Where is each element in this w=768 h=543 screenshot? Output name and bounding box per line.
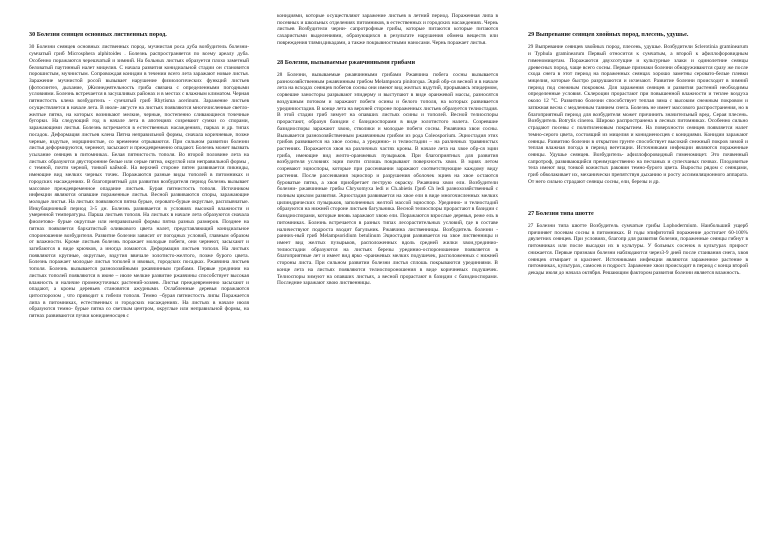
section-title-27: 27 Болезни типа шютте bbox=[528, 209, 594, 217]
column-right bbox=[528, 0, 748, 281]
section-title-28: 28 Болезни, вызываемые ржавчинными грибами bbox=[277, 58, 416, 66]
section-text-28: 28 Болезни, вызываемые ржавчинными грибами Ржавчина побега сосны вызывается разнохозяйственным ржавчинным грибом Melampsora pinitorqua. Эций обр-ся весной и в начале лета на всходах сеянцев побегов сосны они имеют вид желтых вздутий, прорываясь эпидермом, сорвешие заносторы разрывают эпидерму и выступают в виде оранжевой массы, разносятся воздушным потоком и заражают побеги осины и белого тополя, на которых развивается урединиостадия. В конце лета на верхней стороне пораженных листьев образуется телиостадия. В этой стадии гриб зимует на опавших листьях осины и тополей. Весной телиоспоры прорастают, образуя базидии с базидиоспорами в виде золотистого налета. Созревшие базидиоспоры заражают хвою, стволики и молодые побеги сосны. Ржавчина хвои сосны. Вызывается разнохозяйственным ржавчинным грибом из рода Coleosporium. Эциостадия этих грибов развивается на хвое сосны, а урединио- и телиостадии – на различных травянистых растениях. Поражается хвоя на различных частях кроны. В начале лета на хвое обр-ся эции гриба, имеющие вид желто-оранжевых пузырьков. При благоприятных для развития возбудителя условиях эции почти сплошь покрывают поверхность хвои. В эциях летом созревают эциоспоры, которые при рассеивании заражают соответствующие каждому виду растения. После рассеивания эциоспор и разрушения оболочек эциев на хвое остаются буроватые пятна, а хвоя приобретает пеструю окраску. Ржавчина хвои ели. Возбудители болезни- ржавчинные грибы Chrysomyxa ledi и Ch.abietis Гриб Ch ledi разнохозяйственный с полным циклом развития. Эциостадия развивается на хвое ели в виде многочисленных мелких цилиндрических пузырьков, заполненных желтой массой эциоспор. Урединио- и телиостадий образуются на нижней стороне листьев багульника. Весной телиоспоры прорастают в базидии с базидиоспорами, которые вновь заражают хвою ели. Поражаются взрослые деревья, реже ель в питомниках. Болезнь встречается в разных типах лесорастительных условий, где в составе наличествуют подроста входит багульник. Ржавчина лиственницы. Возбудитель болезни - ранних-ный гриб Melampsoridium betulinum Эциостадия развивается на хвое лиственницы и имеет вид желтых пузырьков, расположенных вдоль средней жилки хвои,урединио- телиостадии образуются на листьях березы урединио-оспороношение появляется в благоприятные лет и имеет вид ярко -оранжевых мелких подушечек, расположенных с нижней стороны листа. При сильном развитии болезни листья сплошь покрываются урединиями. В конце лета на листьях появляются телиоспороношения в виде коричневых подушечек. Телиоспоры зимуют на опавших листьях, а весной прорастают в базидии с базидиоспорами. Последние заражают хвою лиственницы. bbox=[277, 72, 498, 287]
column-middle bbox=[277, 0, 498, 291]
section-text-27: 27 Болезни типа шютте Возбудитель сумчатые грибы Lophodermium. Наибольший ущерб причиняет посевам сосны в питомниках. В годы эпифитотий поражение достигает 60-100% двулетних сеянцев. При условиях, благопр для развития болезни, пораженные сеянцы гибнут в питомниках или после высадки их в культуры. У больных сосенок в культурах прирост снижается. Первые признаки болезни наблюдаются через3-9 дней после стаивания снега, хвоя сеянцев отмирает и краснеет. Источниками инфекции являются зараженное растение в питомниках, культурах, самосев и подрост. Заражение хвои происходит в период с конца второй декады июля до начала октября. Решающим фактором развития болезни является влажность. bbox=[528, 222, 748, 276]
section-title-29: 29 Выпревание сеянцев хвойных пород, плесень, удушье. bbox=[528, 31, 689, 38]
section-title-30: 30 Болезни сеянцев основных лиственных пород. bbox=[29, 31, 167, 38]
section-text-30: 30 Болезни сеянцев основных лиственных пород. мучнистая роса дуба возбудитель болезни- сумчатый гриб Microsphera alphitoides . Болезнь распространяется по всему ареалу дуба. Особенно поражаются черешчатый и зимний. На больных листьях образуется плохо заметный беловатый паутинный налет мицелия. С начала развития конидиальной стадии он становится порошистым, мучнистым. Сопровождая конидии в течении всего лета заражают новые листья. Заражение мучнистой росой вызывает нарушение физиологических функций листьев (фотосинтез, дыхание, )Жизнедеятельность гриба связана с определенными погодными условиями. Болезнь встречается в засушливых районах и в местах с влажным климатом. Черная пятнистость клена возбудитель - сумчатый гриб Rhytisma acerinum. Заражение листьев осуществляется в начале лета. В июле- августе на листьях появляются многочисленные светло-желтые пятна, на которых возникают мелкие, черные, постепенно сливающиеся точечные бугорки. На следующий год в начале лета в апотециях созревают сумки со спорами, заражающими листья. Болезнь встречается в естественных насаждениях, парках и др. типах посадок. Деформация листьев клена Пятна неправильной формы, сначала коричневые, позже черные, вздутые, морщинистые, со временем отрываются. При сильном развитии болезни листья деформируются, чернеют, засыхают и преждевременно опадают. Болезнь может вызвать усыхание сеянцев в питомниках. Белая пятнистость тополя. Во второй половине лета на листьях образуются двусторонние белые или серые пятна, округлой или неправильной формы , с темной, почти черной, тонкой каймой. На верхней стороне пятен развивается пикниды, имеющие вид мелких черных точек. Поражаются разные виды тополей в питомниках и городских насаждениях. В благоприятный для развития возбудителя период болезнь вызывает массовое преждевременное опадание листьев. Бурая пятнистость тополя. Источником инфекции являются опавшие пораженные листья. Весной развиваются споры, заражающие молодые листья. На листьях появляются пятна бурые, серовато-бурые округлые, расплывчатые. Инкубационный период 3-5 дн. Болезнь развивается в условиях высокой влажности и умеренной температуры. Парша листьев тополя. На листьях в начале лета образуются сначала фиолетово- бурые округлые или неправильной формы пятна разных размеров. Позднее на пятнах появляется бархатистый оливкового цвета налет, представляющий конидиальное спороношение возбудителя. Развитие болезни зависит от погодных условий, главным образом от влажности. Кроме листьев болезнь поражает молодые побеги, они чернеют, засыхают и загибаются в виде крючков, а иногда ломаются. Деформация листьев тополя. На листьях появляются крупные, округлые, вздутия ввичале золотисто-желтого, позже бурого цвета. Болезнь поражает молодые листья тополей и ивовых, городских посадках. Ржавчина листьев тополя. Болезнь вызывается разнохозяйными ржавчинным грибами. Первые урединии на листьях тополей появляются в июне – июле мелкие развитие ржавчины способствует высокая влажность и наличие промежуточных растений-хозяев. Листья преждевременно засыхают и опадают, а кроны деревьев становятся ажурными. Ослабленные деревья поражаются цитоспорозом , что приводит к гибели тополя. Темно –бурая пятнистость липы Поражается липа в питомниках, естественных и городских насаждениях. На листьях в начале июля образуются темно- бурые пятна со светлым центром, округлые или неправильной формы, на пятнах развиваются пучки конидиеносцев с bbox=[29, 44, 249, 320]
section-text-29: 29 Выпревание сеянцев хвойных пород, плесень, удушье. Возбудители Sclerotinia graminearum и Typhula graminearum Первый относится к сумчатым, а второй к афиллофоровидным гименомицетам. Поражаются двухсотущие и культурные злаки и одинолетние сеянцы древесных пород, чаще всего сосны. Первые признаки болезни обнаруживаются сразу же после схода снега в этот период на пораженных сеянцах хорошо заметны серовато-белые плевки мицелия, которые быстро разрушаются и исчезают. Развитие болезни происходит в зимний период под снежным покровом. Для заражения сеянцев и развития растений необходимы определенные условия. Склероции прорастают при повышенной влажности и теплее воздуха около 12 °С. Развитию болезни способствует теплая зима с высоким снежным покровом и затяжная весна с медленным таянием снега. Болезнь не имеет массового распространения, но в благоприятный период для возбудителя может причинить значительный вред. Серая плесень. Возбудитель Botrytis cinerea. Широко распространена в лесных питомниках. Особенно сильно страдают посевы с политиленовым покрытием. На поверхности сеянцев появляется налет темно-серого цвета, состоящий из мицелия и конидиеносцев с конидиями. Конидии заражают сеянцы. Развитию болезни в открытом грунте способствует высокий снежный покров зимой и теплая влажная погода в период вегетации. Источниками инфекции являются пораженные сеянцы. Удушье сеянцев. Возбудитель- афиллофоровидный гименомицет. Это почвенный сапротроф, развивающийся преимущественно на песчаных и супесчаных почвах. Плодовитые тела имеют вид тонкой кожистых раковин темно-бурого цвета. Выросты рядом с сеянцами, гриб обволакивает их, механически препятствуя дыханию и росту ассимиляционного аппарата. От него сильно страдают сеянцы сосны, ели, березы и др. bbox=[528, 44, 748, 185]
section-text-30-continued: конидиями, которые осуществляют заражение листьев в летний период. Пораженная липа в посевных и школьных отделениях питомников, в естественных и городских насаждениях. Чернь листьев Возбудители черни- сапротрофные грибы, которые питаются которые питаются сахаристыми выделениями, образующихся в результате нарушения обмена веществ или повреждения тлями,цикадами, а также покрывностными наносами. Чернь поражает листья. bbox=[277, 13, 498, 46]
column-left bbox=[29, 0, 249, 324]
